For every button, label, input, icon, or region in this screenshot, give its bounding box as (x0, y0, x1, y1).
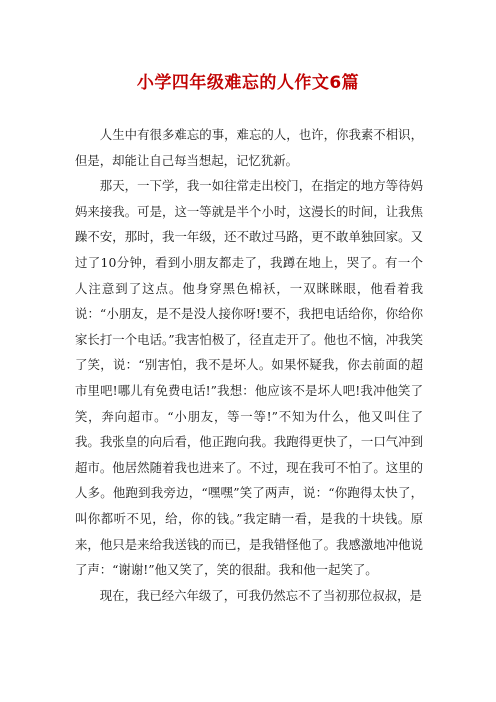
paragraph-2: 那天，一下学，我一如往常走出校门，在指定的地方等待妈妈来接我。可是，这一等就是半个小时，这漫长的时间，让我焦躁不安，那时，我一年级，还不敢过马路，更不敢单独回家。又过了10分钟，看到小朋友都走了，我蹲在地上，哭了。有一个人注意到了这点。他身穿黑色棉袄，一双眯眯眼，他看着我说：“小朋友，是不是没人接你呀!要不，我把电话给你，你给你家长打一个电话。”我害怕极了，径直走开了。他也不恼，冲我笑了笑，说：“别害怕，我不是坏人。如果怀疑我，你去前面的超市里吧!哪儿有免费电话!”我想：他应该不是坏人吧!我冲他笑了笑，奔向超市。“小朋友，等一等!”不知为什么，他又叫住了我。我张皇的向后看，他正跑向我。我跑得更快了，一口气冲到超市。他居然随着我也进来了。不过，现在我可不怕了。这里的人多。他跑到我旁边，“嘿嘿”笑了两声，说：“你跑得太快了，叫你都听不见，给，你的钱。”我定睛一看，是我的十块钱。原来，他只是来给我送钱的而已，是我错怪他了。我感激地冲他说了声：“谢谢!”他又笑了，笑的很甜。我和他一起笑了。 (75, 178, 423, 578)
document-body (75, 122, 423, 608)
document-title: 小学四年级难忘的人作文6篇 (136, 73, 360, 93)
paragraph-3: 现在，我已经六年级了，可我仍然忘不了当初那位叔叔，是 (99, 587, 422, 603)
paragraph-1: 人生中有很多难忘的事，难忘的人，也许，你我素不相识，但是，却能让自己每当想起，记忆犹新。 (75, 127, 423, 168)
